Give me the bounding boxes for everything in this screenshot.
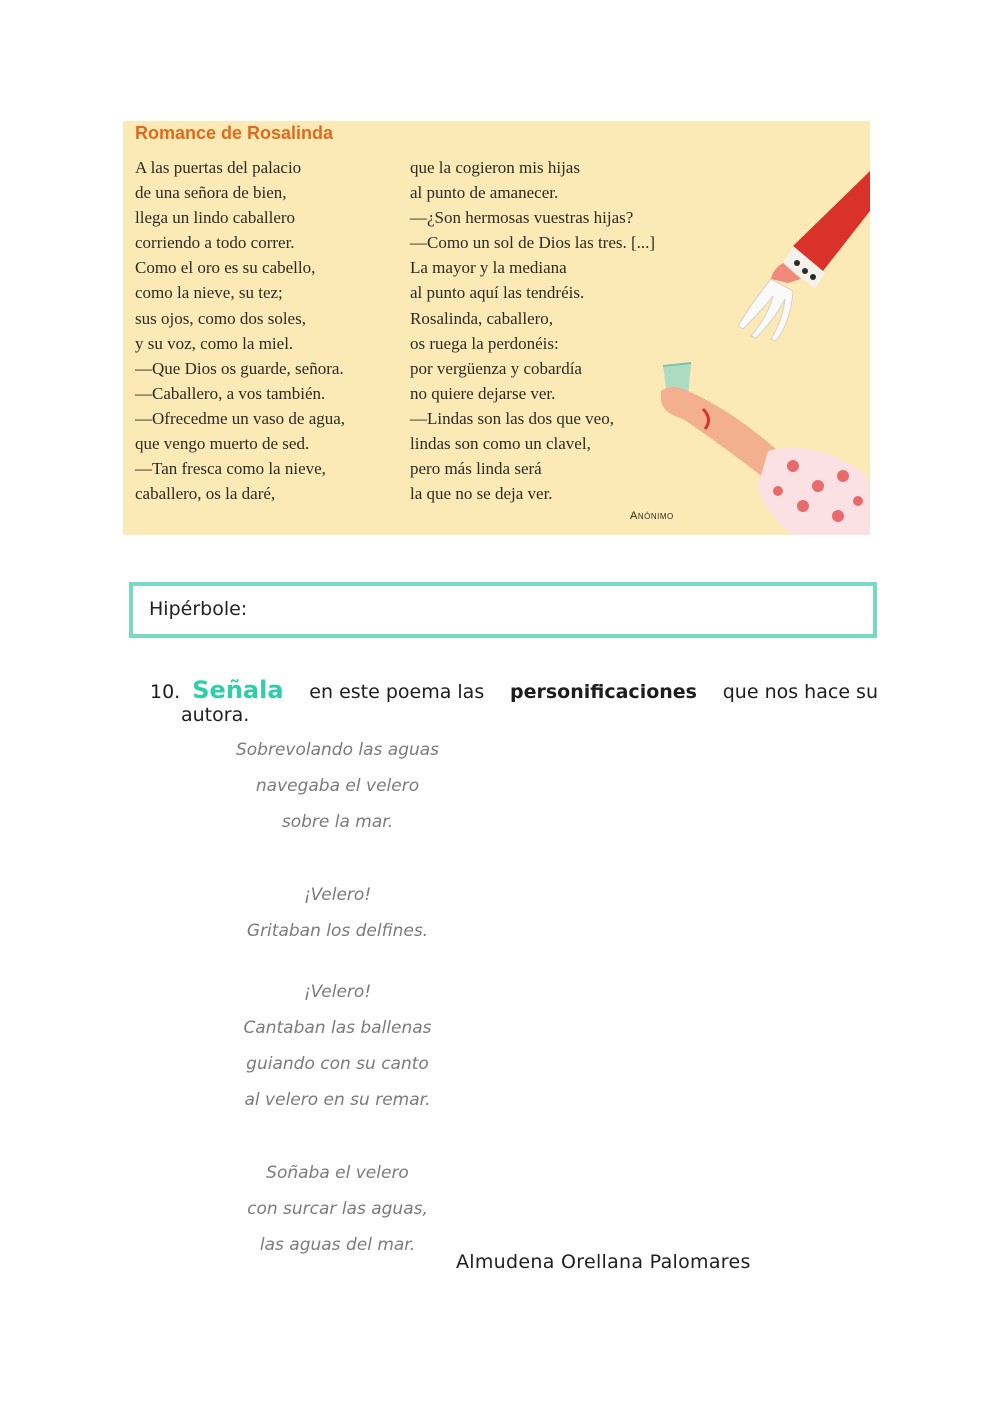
romance-title: Romance de Rosalinda — [135, 123, 334, 143]
verse-line: —Caballero, a vos también. — [135, 383, 326, 403]
poem-line: sobre la mar. — [281, 812, 394, 832]
verse-line: La mayor y la mediana — [410, 258, 567, 278]
author-signature: Almudena Orellana Palomares — [456, 1251, 751, 1273]
verse-column-left — [135, 155, 405, 506]
verse-line: al punto aquí las tendréis. — [410, 283, 585, 303]
exercise-number: 10. — [150, 681, 181, 703]
verse-line: llega un lindo caballero — [135, 208, 296, 228]
poem-line: al velero en su remar. — [244, 1090, 431, 1110]
verse-line: A las puertas del palacio — [135, 158, 302, 177]
exercise-verb: Señala — [192, 676, 284, 704]
verse-line: de una señora de bien, — [135, 183, 287, 203]
poem-line: Sobrevolando las aguas — [235, 740, 440, 760]
verse-line: y su voz, como la miel. — [135, 333, 294, 353]
verse-line: corriendo a todo correr. — [135, 233, 295, 253]
romance-author: Anónimo — [630, 510, 674, 522]
verse-line: os ruega la perdonéis: — [410, 333, 559, 353]
verse-line: que la cogieron mis hijas — [410, 158, 580, 177]
verse-line: pero más linda será — [410, 459, 542, 479]
verse-line: Como el oro es su cabello, — [135, 258, 316, 278]
poem-line: guiando con su canto — [246, 1054, 429, 1074]
poem-line: ¡Velero! — [303, 885, 372, 905]
verse-line: —Lindas son las dos que veo, — [410, 408, 614, 428]
verse-line: sus ojos, como dos soles, — [135, 308, 306, 328]
poem-line: Gritaban los delfines. — [246, 921, 429, 941]
verse-line: —Ofrecedme un vaso de agua, — [135, 408, 346, 428]
instruction-text: en este poema las — [309, 681, 485, 703]
poem-line: con surcar las aguas, — [247, 1199, 428, 1219]
hyperbole-answer-box[interactable] — [129, 582, 877, 638]
verse-line: como la nieve, su tez; — [135, 283, 283, 303]
hyperbole-label: Hipérbole: — [149, 598, 248, 620]
poem-line: Soñaba el velero — [266, 1163, 409, 1183]
instruction-keyword: personificaciones — [510, 681, 697, 703]
verse-line: caballero, os la daré, — [135, 484, 276, 504]
verse-line: —Tan fresca como la nieve, — [135, 459, 326, 479]
romance-panel — [123, 121, 870, 535]
verse-line: no quiere dejarse ver. — [410, 383, 556, 403]
verse-line: la que no se deja ver. — [410, 484, 553, 504]
verse-line: que vengo muerto de sed. — [135, 434, 310, 454]
verse-line: al punto de amanecer. — [410, 183, 559, 203]
poem-line: ¡Velero! — [303, 982, 372, 1002]
exercise-10-instruction — [150, 676, 878, 726]
instruction-text: que nos hace su — [722, 681, 878, 703]
hands-with-glass-illustration — [643, 151, 870, 535]
verse-line: lindas son como un clavel, — [410, 434, 591, 454]
poem-line: Cantaban las ballenas — [243, 1018, 432, 1038]
verse-line: por vergüenza y cobardía — [410, 358, 582, 378]
poem-line: navegaba el velero — [255, 776, 420, 796]
verse-line: —Que Dios os guarde, señora. — [135, 358, 344, 378]
verse-line: —Como un sol de Dios las tres. [...] — [410, 233, 656, 253]
instruction-text-continued: autora. — [181, 704, 250, 726]
verse-line: —¿Son hermosas vuestras hijas? — [410, 208, 634, 228]
verse-line: Rosalinda, caballero, — [410, 308, 554, 328]
poem-line: las aguas del mar. — [259, 1235, 416, 1255]
